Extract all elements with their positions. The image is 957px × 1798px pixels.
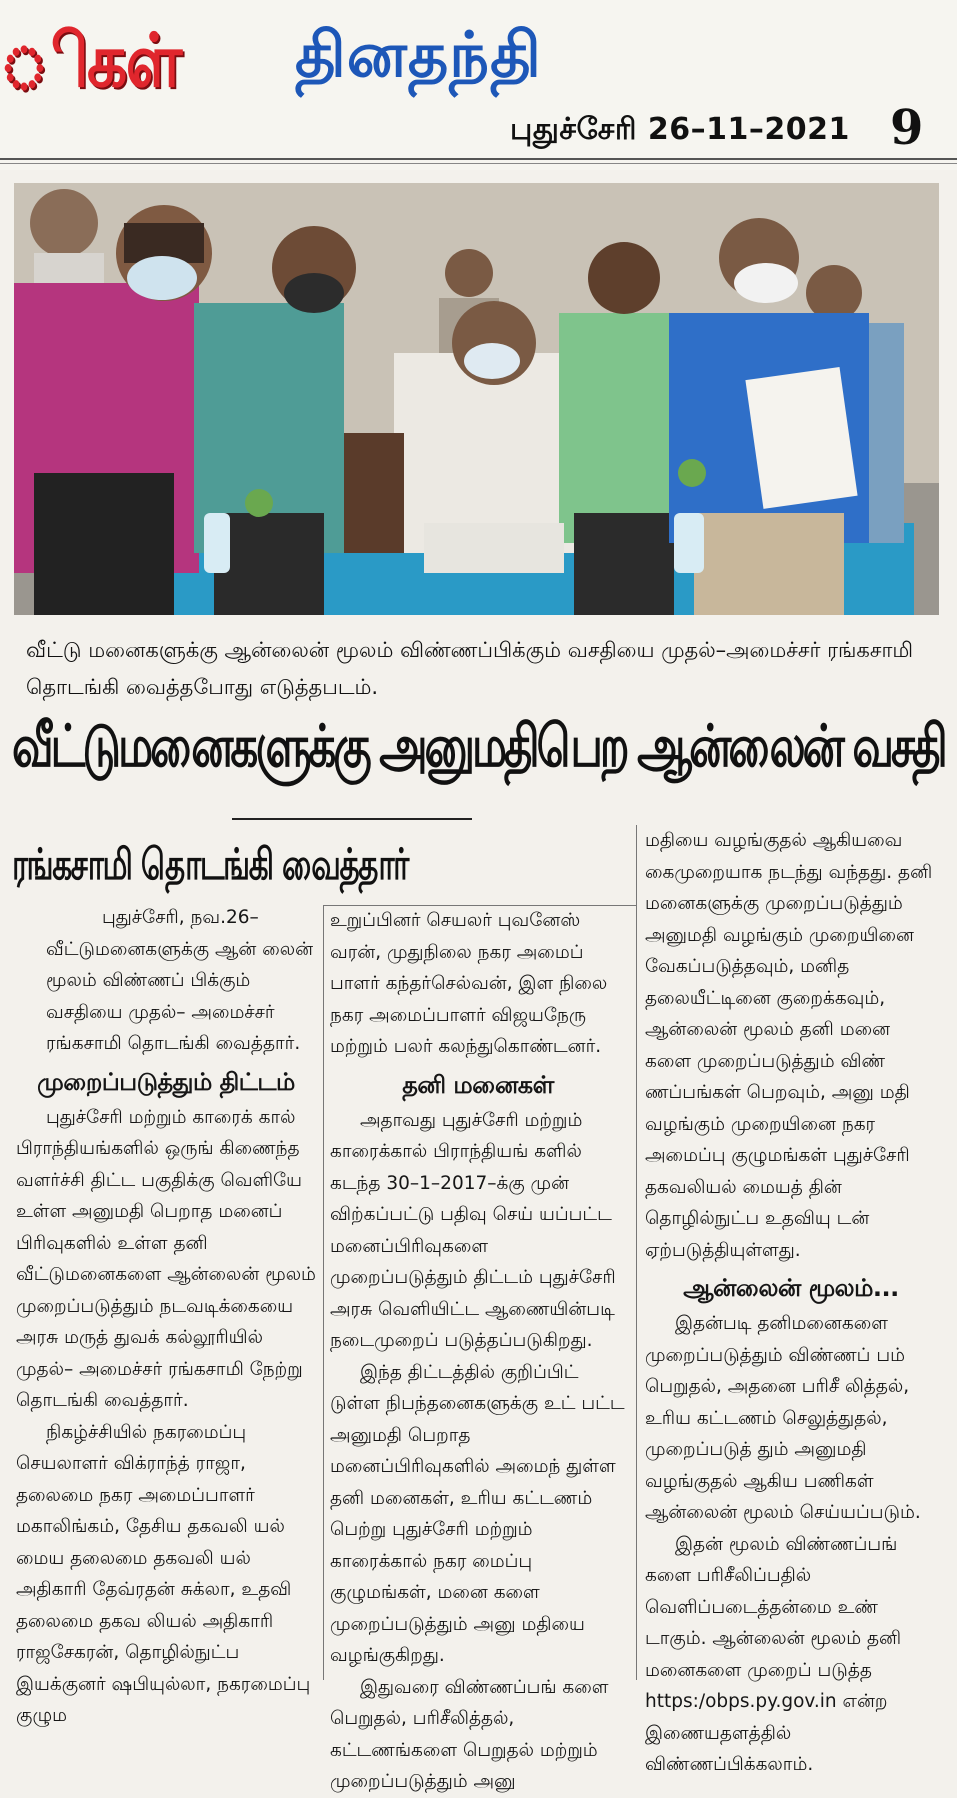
person-head: [588, 242, 660, 314]
page-number: 9: [890, 100, 924, 156]
person-head: [30, 189, 98, 257]
person-head: [806, 265, 862, 321]
document-paper: [745, 367, 857, 509]
trousers: [694, 513, 844, 615]
file-on-table: [424, 523, 564, 573]
article-column-2: [330, 905, 626, 1798]
water-bottle: [204, 513, 230, 573]
masthead: [0, 0, 957, 170]
masthead-rule-thin: [0, 163, 957, 164]
article-paragraph: மதியை வழங்குதல் ஆகியவை கைமுறையாக நடந்து வந்தது. தனி மனைகளுக்கு முறைப்படுத்தும் அனுமதி வழங்கும் முறையினை வேகப்படுத்தவும், மனித தலையீட்டினை குறைக்கவும், ஆன்லைன் மூலம் தனி மனை களை முறைப்படுத்தும் விண் ணப்பங்கள் பெறவும், அனு மதி வழங்கும் முறையினை நகர அமைப்பு குழுமங்கள் புதுச்சேரி தகவலியல் மையத் தின் தொழில்நுட்ப உதவியு டன் ஏற்படுத்தியுள்ளது.: [645, 830, 933, 1261]
photo-caption: வீட்டு மனைகளுக்கு ஆன்லைன் மூலம் விண்ணப்பிக்கும் வசதியை முதல்–அமைச்சர் ரங்கசாமி தொடங்கி வைத்தபோது எடுத்தபடம்.: [26, 638, 914, 699]
plant: [245, 489, 273, 517]
article-paragraph: இந்த திட்டத்தில் குறிப்பிட் டுள்ள நிபந்தனைகளுக்கு உட் பட்ட அனுமதி பெறாத மனைப்பிரிவுகளில் அமைந் துள்ள தனி மனைகள், உரிய கட்டணம் பெற்று புதுச்சேரி மற்றும் காரைக்கால் நகர மைப்பு குழுமங்கள், மனை களை முறைப்படுத்தும் அனு மதியை வழங்குகிறது.: [330, 1361, 625, 1666]
chair: [344, 433, 404, 553]
subheadline: ரங்கசாமி தொடங்கி வைத்தார்: [12, 840, 408, 890]
trousers: [34, 473, 174, 615]
article-paragraph: உறுப்பினர் செயலர் புவனேஸ் வரன், முதுநிலை நகர அமைப் பாளர் கந்தர்செல்வன், இள நிலை நகர அமைப்பாளர் விஜயநேரு மற்றும் பலர் கலந்துகொண்டனர்.: [330, 910, 608, 1057]
water-bottle: [674, 513, 704, 573]
face-mask: [284, 273, 344, 313]
article-paragraph: அதாவது புதுச்சேரி மற்றும் காரைக்கால் பிராந்தியங் களில் கடந்த 30–1–2017–க்கு முன் விற்கப்பட்டு பதிவு செய் யப்பட்ட மனைப்பிரிவுகளை முறைப்படுத்தும் திட்டம் புதுச்சேரி அரசு வெளியிட்ட ஆணையின்படி நடைமுறைப் படுத்தப்படுகிறது.: [330, 1109, 616, 1351]
column-divider: [323, 905, 324, 1680]
lead-paragraph: வீட்டுமனைகளுக்கு ஆன் லைன் மூலம் விண்ணப் பிக்கும் வசதியை முதல்– அமைச்சர் ரங்கசாமி தொடங்கி வைத்தார்.: [46, 938, 314, 1054]
article-paragraph: இதுவரை விண்ணப்பங் களை பெறுதல், பரிசீலித்தல், கட்டணங்களை பெறுதல் மற்றும் முறைப்படுத்தும் அனு: [330, 1676, 609, 1792]
news-photo: [14, 183, 939, 615]
article-paragraph: நிகழ்ச்சியில் நகரமைப்பு செயலாளர் விக்ராந்த் ராஜா, தலைமை நகர அமைப்பாளர் மகாலிங்கம், தேசிய தகவலி யல் மைய தலைமை தகவலி யல் அதிகாரி தேவ்ரதன் சுக்லா, உதவி தலைமை தகவ லியல் அதிகாரி ராஜசேகரன், தொழில்நுட்ப இயக்குனர் ஷபியுல்லா, நகரமைப்பு குழும: [16, 1421, 311, 1726]
section-subhead: முறைப்படுத்தும் திட்டம்: [37, 1067, 295, 1096]
article-paragraph: இதன்படி தனிமனைகளை முறைப்படுத்தும் விண்ணப் பம் பெறுதல், அதனை பரிசீ லித்தல், உரிய கட்டணம் செலுத்துதல், முறைப்படுத் தும் அனுமதி வழங்குதல் ஆகிய பணிகள் ஆன்லைன் மூலம் செய்யப்படும்.: [645, 1313, 921, 1523]
headline: வீட்டுமனைகளுக்கு அனுமதிபெற ஆன்லைன் வசதி: [12, 712, 945, 780]
plant: [678, 459, 706, 487]
headline-rule: [232, 818, 472, 820]
face-mask: [464, 343, 520, 379]
trousers: [574, 513, 674, 615]
section-subhead: ஆன்லைன் மூலம்...: [683, 1274, 899, 1302]
article-column-1: [16, 902, 316, 1732]
section-title-fragment: ிகள்: [0, 18, 181, 104]
trousers: [214, 513, 324, 615]
newspaper-logo: தினதந்தி: [295, 18, 542, 91]
masthead-rule: [0, 158, 957, 160]
face-mask: [127, 256, 197, 300]
edition-date: புதுச்சேரி 26–11–2021: [510, 112, 850, 147]
dateline: புதுச்சேரி, நவ.26–: [102, 907, 259, 928]
article-paragraph: இதன் மூலம் விண்ணப்பங் களை பரிசீலிப்பதில் வெளிப்படைத்தன்மை உண் டாகும். ஆன்லைன் மூலம் தனி மனைகளை முறைப் படுத்த https:/obps.py.gov.in என்ற இணையதளத்தில் விண்ணப்பிக்கலாம்.: [645, 1533, 902, 1775]
article-paragraph: புதுச்சேரி மற்றும் காரைக் கால் பிராந்தியங்களில் ஒருங் கிணைந்த வளர்ச்சி திட்ட பகுதிக்கு வெளியே உள்ள அனுமதி பெறாத மனைப் பிரிவுகளில் உள்ள தனி வீட்டுமனைகளை ஆன்லைன் மூலம் முறைப்படுத்தும் நடவடிக்கையை அரசு மருத் துவக் கல்லூரியில் முதல்– அமைச்சர் ரங்கசாமி நேற்று தொடங்கி வைத்தார்.: [16, 1106, 316, 1411]
column-divider: [636, 825, 637, 1680]
person-head: [445, 249, 493, 297]
face-mask: [734, 263, 798, 303]
photo-illustration: [14, 183, 939, 615]
section-subhead: தனி மனைகள்: [402, 1070, 554, 1099]
article-column-3: [645, 825, 937, 1781]
